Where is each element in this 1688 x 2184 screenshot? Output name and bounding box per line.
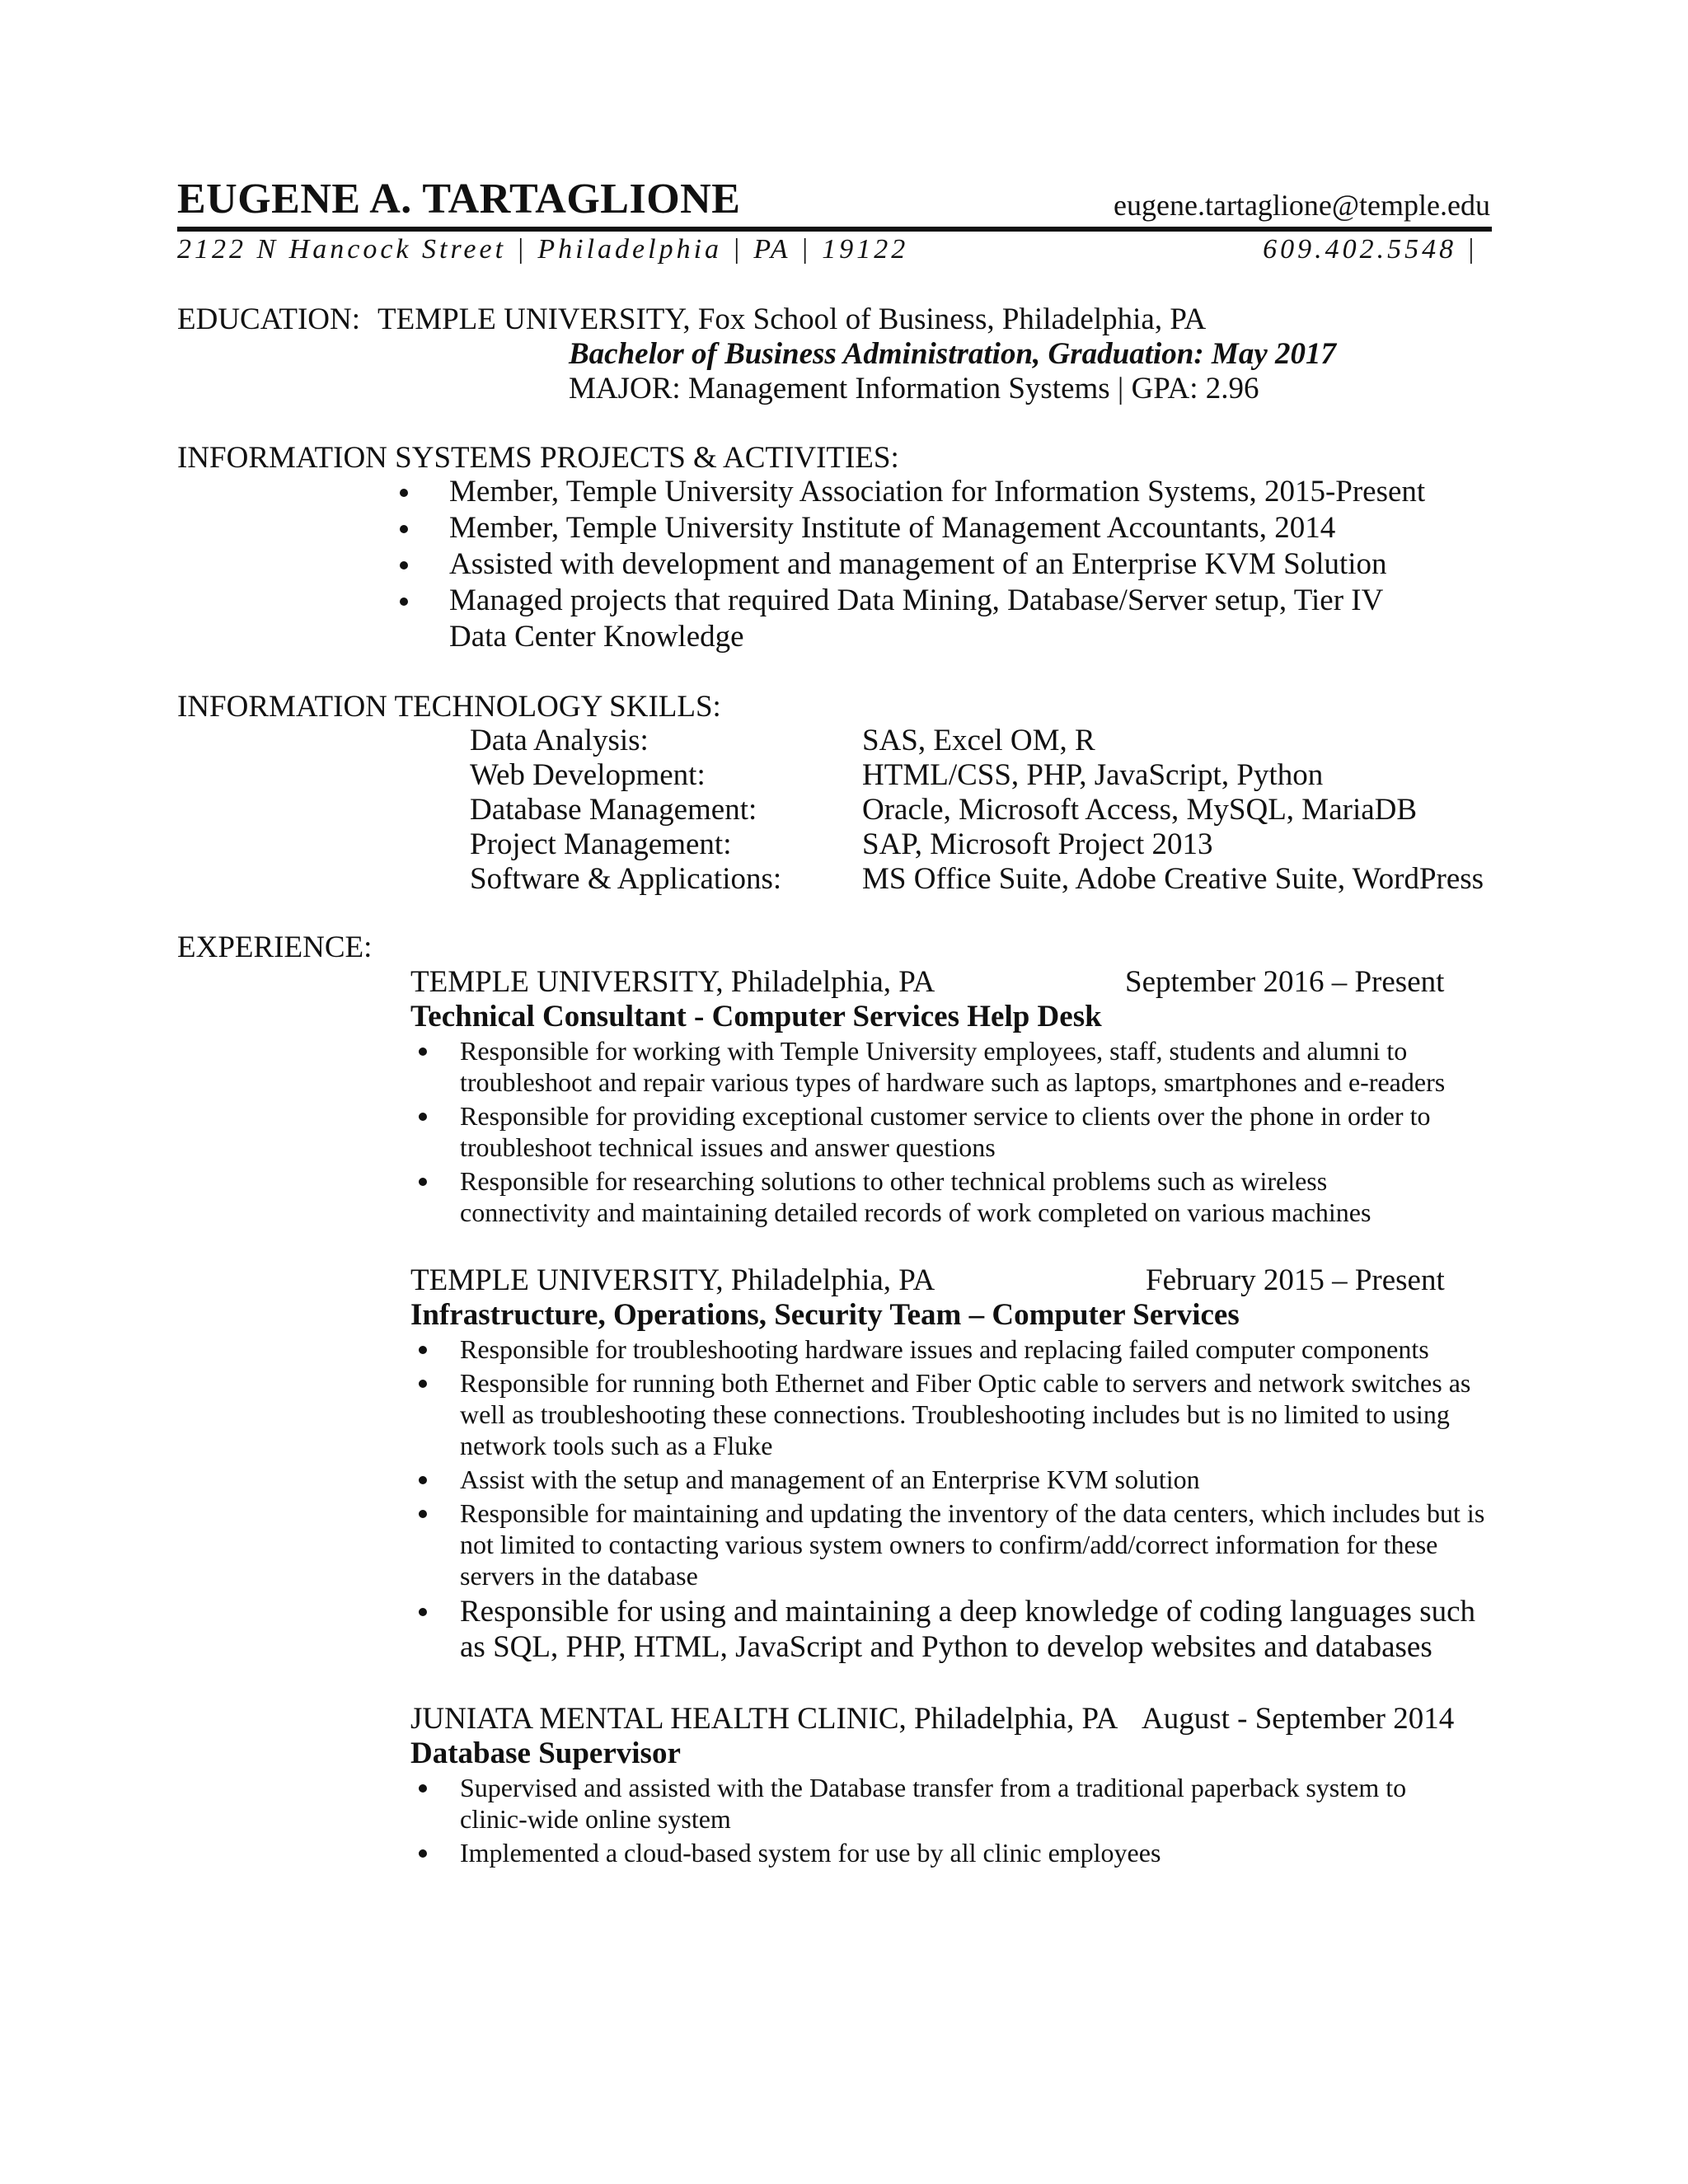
job-dates: September 2016 – Present xyxy=(1125,965,1445,999)
bullet-icon xyxy=(400,561,408,569)
bullet-icon xyxy=(400,489,408,497)
bullet-icon xyxy=(419,1178,427,1186)
bullet-icon xyxy=(419,1047,427,1056)
bullet-icon xyxy=(419,1510,427,1518)
job-employer: TEMPLE UNIVERSITY, Philadelphia, PA xyxy=(410,1263,935,1297)
list-item: Implemented a cloud-based system for use by all clinic employees xyxy=(460,1837,1498,1868)
phone-number: 609.402.5548 | xyxy=(1263,234,1478,265)
bullet-icon xyxy=(419,1608,427,1616)
list-item: Responsible for using and maintaining a deep knowledge of coding languages such as SQL, PHP, HTML, JavaScript and Python to develop websites and databases xyxy=(460,1594,1498,1665)
bullet-icon xyxy=(419,1849,427,1858)
bullet-icon xyxy=(419,1346,427,1354)
list-item: Member, Temple University Association for Information Systems, 2015-Present xyxy=(449,474,1479,510)
job-bullets xyxy=(460,1772,1498,1871)
header-divider xyxy=(177,227,1492,232)
bullet-icon xyxy=(419,1380,427,1388)
projects-heading: INFORMATION SYSTEMS PROJECTS & ACTIVITIES: xyxy=(177,441,899,475)
education-degree: Bachelor of Business Administration, Graduation: May 2017 xyxy=(569,337,1336,371)
skills-heading: INFORMATION TECHNOLOGY SKILLS: xyxy=(177,690,721,724)
job-dates: February 2015 – Present xyxy=(1146,1263,1445,1297)
skill-value: SAP, Microsoft Project 2013 xyxy=(862,827,1213,861)
candidate-name: EUGENE A. TARTAGLIONE xyxy=(177,176,741,223)
job-title: Database Supervisor xyxy=(410,1736,681,1770)
job-dates: August - September 2014 xyxy=(1142,1702,1455,1736)
skill-label: Software & Applications: xyxy=(470,862,782,896)
job-title: Infrastructure, Operations, Security Team – Computer Services xyxy=(410,1298,1240,1332)
bullet-icon xyxy=(419,1784,427,1793)
list-item: Assist with the setup and management of an Enterprise KVM solution xyxy=(460,1464,1498,1495)
list-item: Supervised and assisted with the Database transfer from a traditional paperback system to clinic-wide online system xyxy=(460,1772,1474,1835)
skill-value: MS Office Suite, Adobe Creative Suite, WordPress xyxy=(862,862,1484,896)
skill-label: Data Analysis: xyxy=(470,724,649,757)
list-item: Responsible for researching solutions to other technical problems such as wireless connectivity and maintaining detailed records of work completed on various machines xyxy=(460,1165,1408,1228)
education-heading: EDUCATION: xyxy=(177,302,360,336)
education-major: MAJOR: Management Information Systems | GPA: 2.96 xyxy=(569,372,1259,405)
experience-heading: EXPERIENCE: xyxy=(177,930,373,964)
list-item: Responsible for troubleshooting hardware issues and replacing failed computer components xyxy=(460,1333,1498,1365)
skill-value: Oracle, Microsoft Access, MySQL, MariaDB xyxy=(862,793,1418,827)
job-title: Technical Consultant - Computer Services Help Desk xyxy=(410,1000,1102,1033)
projects-list xyxy=(449,474,1479,655)
job-employer: TEMPLE UNIVERSITY, Philadelphia, PA xyxy=(410,965,935,999)
skill-value: SAS, Excel OM, R xyxy=(862,724,1095,757)
list-item: Managed projects that required Data Mining, Database/Server setup, Tier IV Data Center Knowledge xyxy=(449,583,1447,655)
email-address: eugene.tartaglione@temple.edu xyxy=(1114,189,1490,222)
list-item: Responsible for maintaining and updating the inventory of the data centers, which includes but is not limited to contacting various system owners to confirm/add/correct information for these servers in the database xyxy=(460,1497,1498,1591)
list-item: Assisted with development and management of an Enterprise KVM Solution xyxy=(449,546,1479,583)
list-item: Member, Temple University Institute of Management Accountants, 2014 xyxy=(449,510,1479,546)
skill-label: Web Development: xyxy=(470,758,706,792)
bullet-icon xyxy=(419,1476,427,1484)
job-bullets xyxy=(460,1333,1498,1667)
skill-label: Database Management: xyxy=(470,793,757,827)
skill-label: Project Management: xyxy=(470,827,732,861)
bullet-icon xyxy=(400,525,408,533)
list-item: Responsible for running both Ethernet and Fiber Optic cable to servers and network switches as well as troubleshooting these connections. Troubleshooting includes but is no limited to using network tools such as a Fluke xyxy=(460,1367,1498,1461)
education-school: TEMPLE UNIVERSITY, Fox School of Business, Philadelphia, PA xyxy=(377,302,1207,336)
street-address: 2122 N Hancock Street | Philadelphia | PA | 19122 xyxy=(177,234,909,265)
skill-value: HTML/CSS, PHP, JavaScript, Python xyxy=(862,758,1324,792)
job-bullets xyxy=(460,1035,1498,1230)
list-item: Responsible for providing exceptional customer service to clients over the phone in order to troubleshoot technical issues and answer questions xyxy=(460,1100,1498,1163)
bullet-icon xyxy=(400,598,408,606)
bullet-icon xyxy=(419,1113,427,1121)
job-employer: JUNIATA MENTAL HEALTH CLINIC, Philadelphia, PA xyxy=(410,1702,1118,1736)
list-item: Responsible for working with Temple University employees, staff, students and alumni to troubleshoot and repair various types of hardware such as laptops, smartphones and e-readers xyxy=(460,1035,1498,1098)
